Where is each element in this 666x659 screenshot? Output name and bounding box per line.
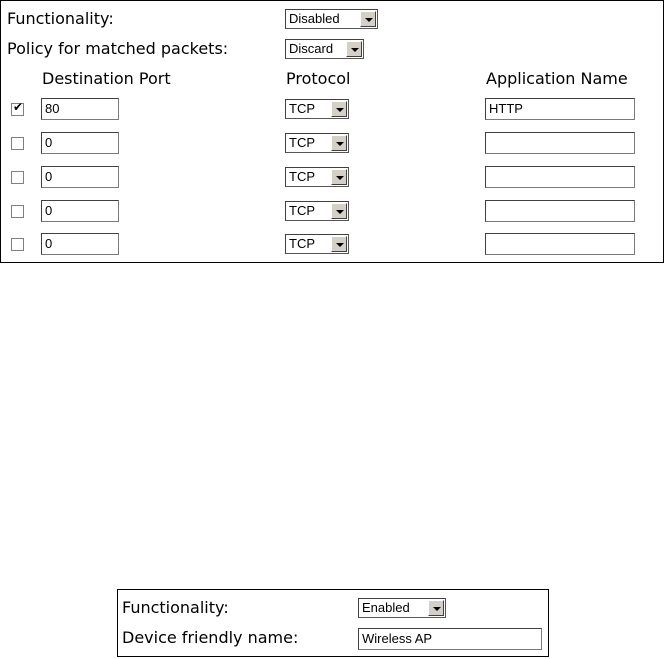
dest-port-input[interactable]: 80 bbox=[41, 98, 119, 120]
port-filter-panel bbox=[0, 0, 664, 263]
policy-label: Policy for matched packets: bbox=[7, 39, 229, 58]
device-settings-panel bbox=[117, 589, 549, 657]
protocol-select[interactable]: TCP bbox=[285, 167, 349, 187]
chevron-down-icon[interactable] bbox=[360, 11, 376, 27]
functionality-label: Functionality: bbox=[7, 9, 114, 28]
row-checkbox[interactable] bbox=[11, 137, 24, 150]
app-name-input[interactable]: HTTP bbox=[485, 98, 635, 120]
functionality-select[interactable]: Disabled bbox=[285, 9, 378, 29]
functionality-select[interactable]: Enabled bbox=[358, 598, 446, 618]
protocol-select[interactable]: TCP bbox=[285, 99, 349, 119]
chevron-down-icon[interactable] bbox=[331, 203, 347, 219]
device-name-input[interactable]: Wireless AP bbox=[358, 628, 542, 650]
device-name-label: Device friendly name: bbox=[122, 628, 299, 647]
protocol-select[interactable]: TCP bbox=[285, 201, 349, 221]
chevron-down-icon[interactable] bbox=[346, 41, 362, 57]
protocol-select[interactable]: TCP bbox=[285, 133, 349, 153]
app-name-input[interactable] bbox=[485, 233, 635, 255]
row-checkbox[interactable] bbox=[11, 205, 24, 218]
row-checkbox[interactable] bbox=[11, 171, 24, 184]
protocol-select[interactable]: TCP bbox=[285, 234, 349, 254]
application-name-header: Application Name bbox=[486, 69, 628, 88]
app-name-input[interactable] bbox=[485, 200, 635, 222]
functionality-label: Functionality: bbox=[122, 598, 229, 617]
chevron-down-icon[interactable] bbox=[331, 135, 347, 151]
check-icon: ✔ bbox=[13, 100, 24, 114]
dest-port-input[interactable]: 0 bbox=[41, 233, 119, 255]
protocol-header: Protocol bbox=[286, 69, 351, 88]
destination-port-header: Destination Port bbox=[42, 69, 171, 88]
row-checkbox[interactable] bbox=[11, 238, 24, 251]
app-name-input[interactable] bbox=[485, 166, 635, 188]
chevron-down-icon[interactable] bbox=[331, 169, 347, 185]
dest-port-input[interactable]: 0 bbox=[41, 200, 119, 222]
policy-select[interactable]: Discard bbox=[285, 39, 364, 59]
chevron-down-icon[interactable] bbox=[428, 600, 444, 616]
chevron-down-icon[interactable] bbox=[331, 236, 347, 252]
row-checkbox[interactable] bbox=[11, 100, 24, 116]
app-name-input[interactable] bbox=[485, 132, 635, 154]
dest-port-input[interactable]: 0 bbox=[41, 132, 119, 154]
dest-port-input[interactable]: 0 bbox=[41, 166, 119, 188]
chevron-down-icon[interactable] bbox=[331, 101, 347, 117]
